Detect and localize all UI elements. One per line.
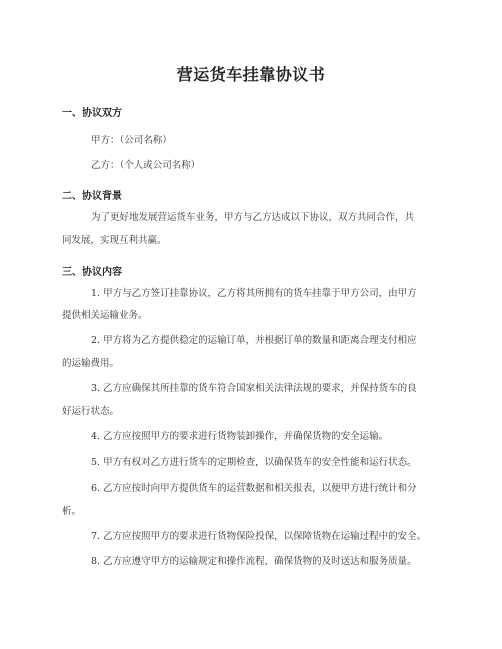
clause-1-line-1: 1. 甲方与乙方签订挂靠协议，乙方将其所拥有的货车挂靠于甲方公司，由甲方 [91, 288, 417, 299]
clause-6-line-2: 析。 [62, 506, 82, 517]
clause-1-line-2: 提供相关运输业务。 [62, 310, 148, 321]
section-heading-content: 三、协议内容 [62, 267, 122, 278]
clause-5-line-1: 5. 甲方有权对乙方进行货车的定期检查，以确保货车的安全性能和运行状态。 [91, 457, 417, 468]
clause-8-line-1: 8. 乙方应遵守甲方的运输规定和操作流程，确保货物的及时送达和服务质量。 [91, 556, 417, 567]
clause-3-line-2: 好运行状态。 [62, 406, 120, 417]
clause-2-line-2: 的运输费用。 [62, 358, 120, 369]
background-line-1: 为了更好地发展营运货车业务，甲方与乙方达成以下协议，双方共同合作，共 [91, 212, 415, 223]
background-line-2: 同发展，实现互利共赢。 [62, 235, 167, 246]
section-heading-parties: 一、协议双方 [62, 108, 122, 119]
party-b-line: 乙方：（个人或公司名称） [91, 160, 201, 171]
party-a-line: 甲方：（公司名称） [91, 135, 172, 146]
clause-6-line-1: 6. 乙方应按时向甲方提供货车的运营数据和相关报表，以便甲方进行统计和分 [91, 483, 417, 494]
clause-3-line-1: 3. 乙方应确保其所挂靠的货车符合国家相关法律法规的要求，并保持货车的良 [91, 383, 417, 394]
clause-4-line-1: 4. 乙方应按照甲方的要求进行货物装卸操作，并确保货物的安全运输。 [91, 431, 389, 442]
clause-7-line-1: 7. 乙方应按照甲方的要求进行货物保险投保，以保障货物在运输过程中的安全。 [91, 531, 427, 542]
document-title: 营运货车挂靠协议书 [176, 65, 326, 84]
section-heading-background: 二、协议背景 [62, 191, 122, 202]
clause-2-line-1: 2. 甲方将为乙方提供稳定的运输订单，并根据订单的数量和距离合理支付相应 [91, 335, 417, 346]
